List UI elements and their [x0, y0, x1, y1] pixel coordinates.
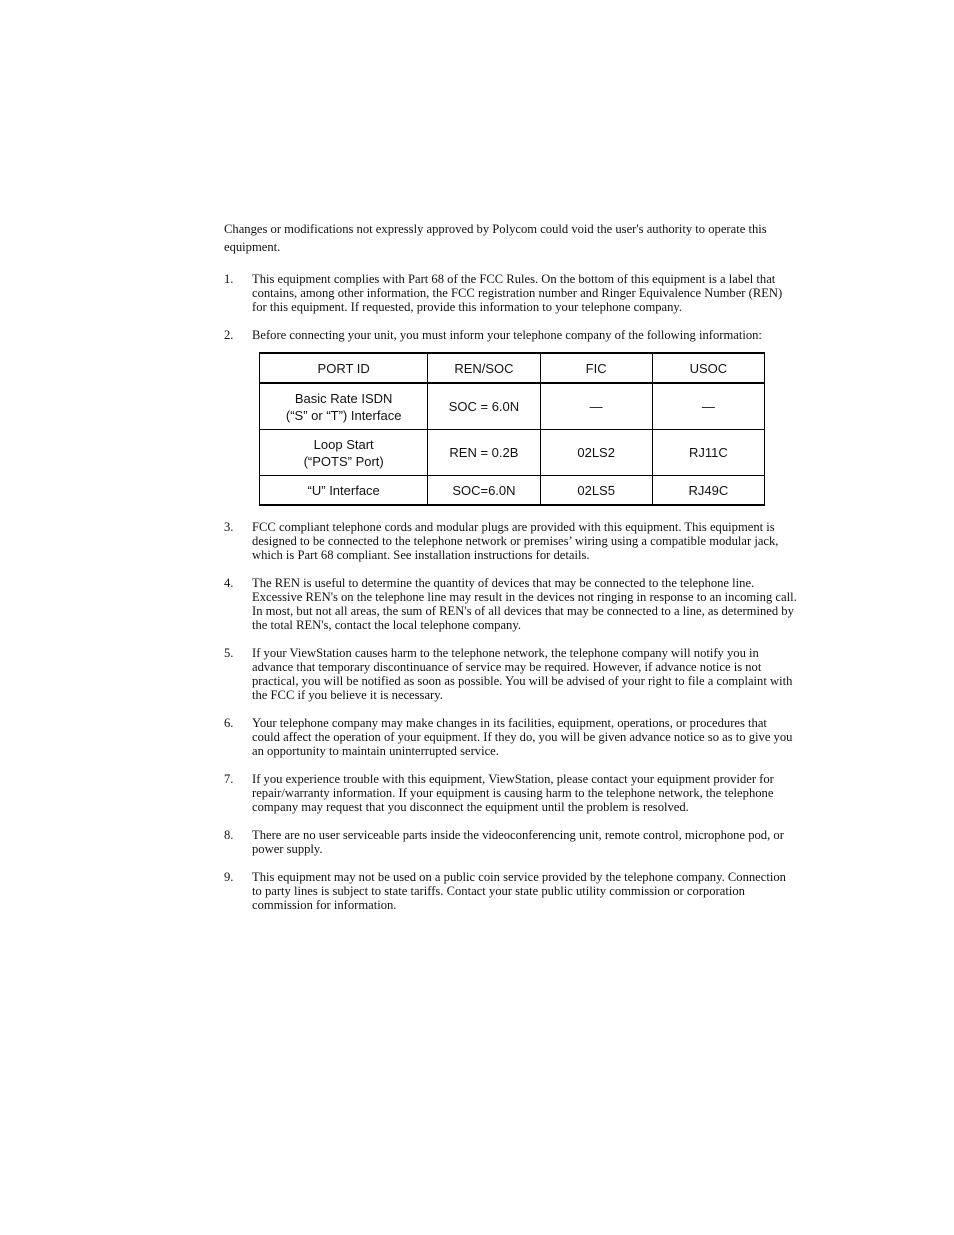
- cell-usoc: —: [652, 383, 764, 430]
- item-text: If you experience trouble with this equipment, ViewStation, please contact your equipment provider for repair/warranty information. If your equipment is causing harm to the telephone network, the telephone company may request that you disconnect the equipment until the problem is resolved.: [252, 772, 774, 814]
- item-number: 7.: [224, 772, 234, 786]
- table-row: [260, 383, 765, 430]
- item-text: The REN is useful to determine the quantity of devices that may be connected to the telephone line. Excessive REN's on the telephone line may result in the devices not ringing in response to an incoming call. In most, but not all areas, the sum of REN's of all devices that may be connected to a line, as determined by the total REN's, contact the local telephone company.: [252, 576, 797, 632]
- port-id-line2: (“POTS” Port): [303, 453, 384, 469]
- cell-fic: 02LS5: [540, 476, 652, 506]
- cell-fic: 02LS2: [540, 430, 652, 476]
- port-table-wrapper: [259, 352, 798, 506]
- item-number: 4.: [224, 576, 234, 590]
- cell-ren-soc: SOC = 6.0N: [428, 383, 540, 430]
- list-item: [224, 576, 798, 632]
- header-ren-soc: REN/SOC: [428, 353, 540, 383]
- item-number: 8.: [224, 828, 234, 842]
- list-item: [224, 716, 798, 758]
- port-table: [259, 352, 765, 506]
- list-item: [224, 870, 798, 912]
- cell-ren-soc: REN = 0.2B: [428, 430, 540, 476]
- cell-port-id: “U” Interface: [260, 476, 428, 506]
- item-text: If your ViewStation causes harm to the telephone network, the telephone company will notify you in advance that temporary discontinuance of service may be required. However, if advance notice is not practical, you will be notified as soon as possible. You will be advised of your right to file a complaint with the FCC if you believe it is necessary.: [252, 646, 793, 702]
- compliance-list: [224, 272, 798, 912]
- cell-usoc: RJ49C: [652, 476, 764, 506]
- list-item: [224, 772, 798, 814]
- item-text: FCC compliant telephone cords and modular plugs are provided with this equipment. This equipment is designed to be connected to the telephone network or premises’ wiring using a compatible modular jack, which is Part 68 compliant. See installation instructions for details.: [252, 520, 779, 562]
- item-number: 3.: [224, 520, 234, 534]
- header-usoc: USOC: [652, 353, 764, 383]
- cell-fic: —: [540, 383, 652, 430]
- item-number: 6.: [224, 716, 234, 730]
- cell-port-id: [260, 383, 428, 430]
- cell-ren-soc: SOC=6.0N: [428, 476, 540, 506]
- table-header-row: [260, 353, 765, 383]
- header-port-id: PORT ID: [260, 353, 428, 383]
- intro-paragraph: Changes or modifications not expressly approved by Polycom could void the user's authority to operate this equipment.: [224, 222, 767, 254]
- item-number: 1.: [224, 272, 234, 286]
- item-text: Before connecting your unit, you must inform your telephone company of the following information:: [252, 328, 762, 342]
- table-row: [260, 430, 765, 476]
- port-id-line1: Loop Start: [313, 436, 374, 452]
- list-item: [224, 646, 798, 702]
- port-id-line1: Basic Rate ISDN: [294, 390, 393, 406]
- list-item: [224, 828, 798, 856]
- item-number: 2.: [224, 328, 234, 342]
- item-text: This equipment may not be used on a public coin service provided by the telephone company. Connection to party lines is subject to state tariffs. Contact your state public utility commission or corporation commission for information.: [252, 870, 786, 912]
- item-text: Your telephone company may make changes in its facilities, equipment, operations, or procedures that could affect the operation of your equipment. If they do, you will be given advance notice so as to give you an opportunity to maintain uninterrupted service.: [252, 716, 793, 758]
- port-id-line2: (“S” or “T”) Interface: [285, 407, 402, 423]
- item-text: This equipment complies with Part 68 of the FCC Rules. On the bottom of this equipment is a label that contains, among other information, the FCC registration number and Ringer Equivalence Number (REN) for this equipment. If requested, provide this information to your telephone company.: [252, 272, 783, 314]
- cell-port-id: [260, 430, 428, 476]
- table-row: [260, 476, 765, 506]
- list-item: [224, 272, 798, 314]
- document-page: [224, 220, 798, 926]
- list-item: [224, 520, 798, 562]
- item-number: 9.: [224, 870, 234, 884]
- item-text: There are no user serviceable parts inside the videoconferencing unit, remote control, microphone pod, or power supply.: [252, 828, 784, 856]
- item-number: 5.: [224, 646, 234, 660]
- list-item: [224, 328, 798, 506]
- cell-usoc: RJ11C: [652, 430, 764, 476]
- header-fic: FIC: [540, 353, 652, 383]
